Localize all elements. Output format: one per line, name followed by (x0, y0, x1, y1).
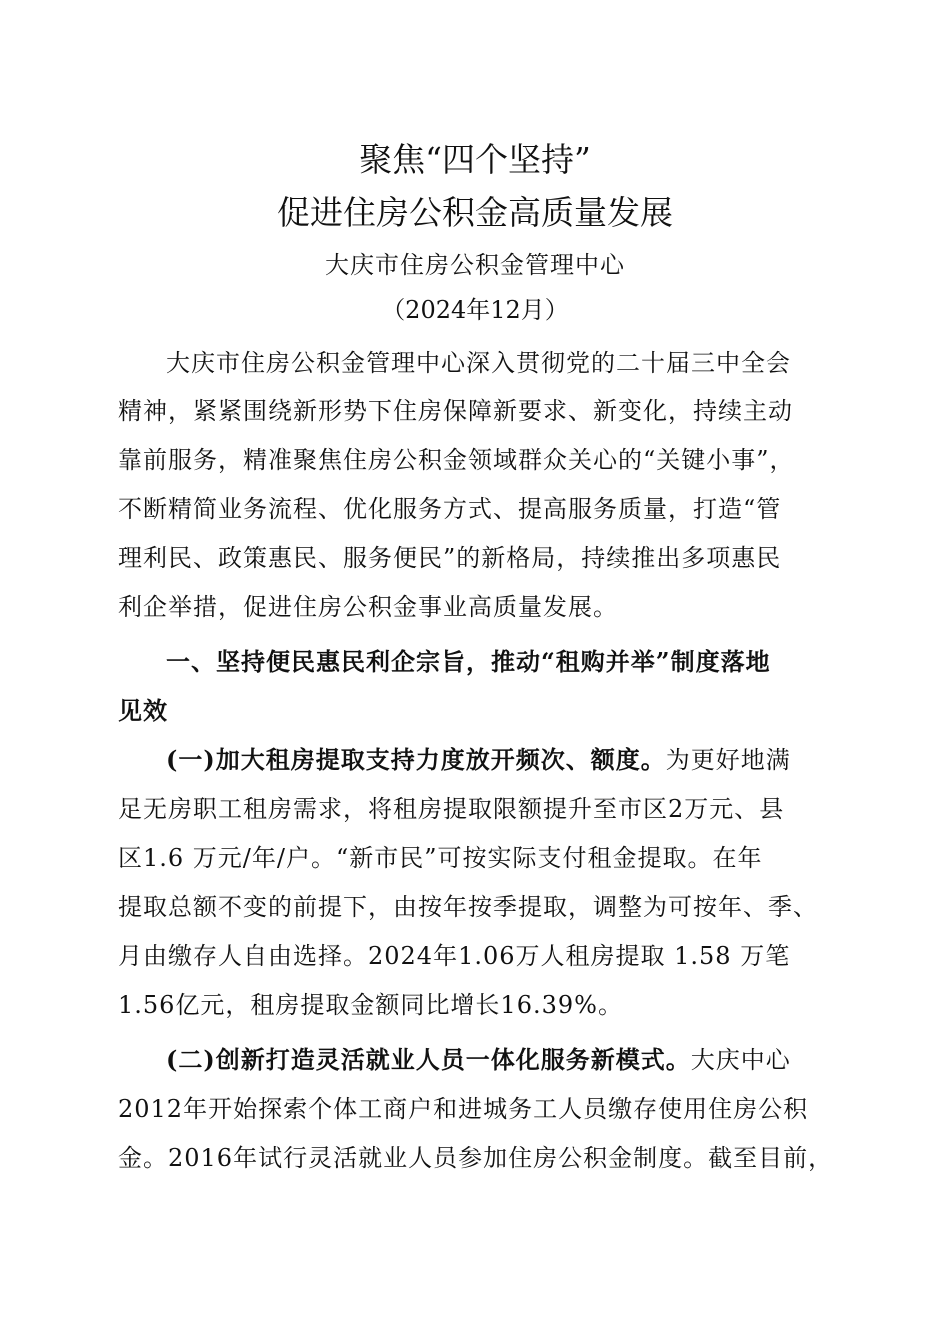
item-2-heading: (二)创新打造灵活就业人员一体化服务新模式。 (166, 1045, 691, 1074)
item-1-line: 1.56亿元，租房提取金额同比增长16.39%。 (118, 991, 623, 1019)
item-2-text: 大庆中心 (690, 1046, 791, 1074)
item-1-heading: (一)加大租房提取支持力度放开频次、额度。 (166, 745, 666, 774)
document-date: （2024年12月） (381, 296, 569, 324)
issuing-organization: 大庆市住房公积金管理中心 (325, 251, 625, 279)
item-2-line: 金。2016年试行灵活就业人员参加住房公积金制度。截至目前， (118, 1144, 834, 1172)
section-heading: 见效 (118, 696, 168, 725)
item-1-first-line (166, 743, 791, 777)
section-heading: 一、坚持便民惠民利企宗旨，推动“租购并举”制度落地 (166, 647, 771, 676)
intro-line: 利企举措，促进住房公积金事业高质量发展。 (118, 593, 618, 621)
intro-line: 不断精简业务流程、优化服务方式、提高服务质量，打造“管 (118, 495, 782, 523)
item-2-first-line (166, 1043, 791, 1077)
item-2-line: 2012年开始探索个体工商户和进城务工人员缴存使用住房公积 (118, 1095, 809, 1123)
item-1-text: 为更好地满 (665, 746, 791, 774)
document-title-line-2: 促进住房公积金高质量发展 (277, 193, 673, 232)
item-1-line: 提取总额不变的前提下，由按年按季提取，调整为可按年、季、 (118, 893, 818, 921)
intro-line: 靠前服务，精准聚焦住房公积金领域群众关心的“关键小事”， (118, 446, 795, 474)
item-1-line: 月由缴存人自由选择。2024年1.06万人租房提取 1.58 万笔 (118, 942, 791, 970)
item-1-line: 区1.6 万元/年/户。“新市民”可按实际支付租金提取。在年 (118, 844, 763, 872)
intro-line: 精神，紧紧围绕新形势下住房保障新要求、新变化，持续主动 (118, 397, 793, 425)
document-title-line-1: 聚焦“四个坚持” (359, 140, 591, 179)
item-1-line: 足无房职工租房需求，将租房提取限额提升至市区2万元、县 (118, 795, 785, 823)
intro-line: 大庆市住房公积金管理中心深入贯彻党的二十届三中全会 (166, 349, 791, 377)
intro-line: 理利民、政策惠民、服务便民”的新格局，持续推出多项惠民 (118, 544, 782, 572)
